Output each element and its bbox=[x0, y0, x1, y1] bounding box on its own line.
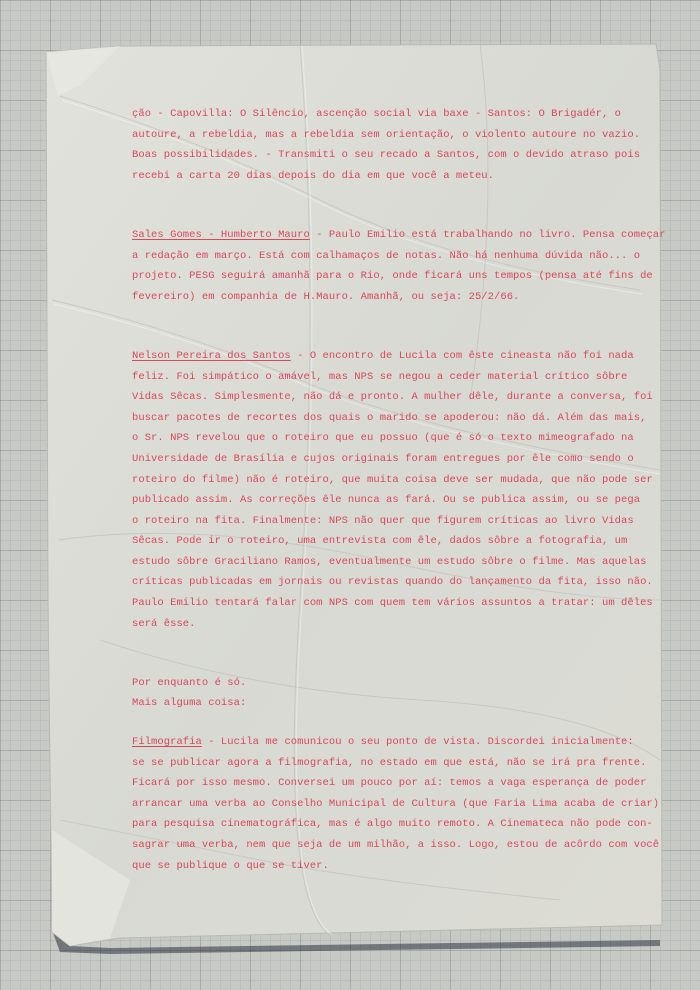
text-line: se se publicar agora a filmografia, no estado em que está, não se irá pra frente. bbox=[132, 756, 647, 769]
text-line: ção - Capovilla: O Silêncio, ascenção social via baxe - Santos: O Brigadér, o bbox=[132, 108, 622, 120]
section-heading: Nelson Pereira dos Santos bbox=[132, 349, 291, 362]
text-line: autoure, a rebeldia, mas a rebeldia sem orientação, o violento autoure no vazio. bbox=[132, 128, 641, 141]
text-line bbox=[132, 346, 662, 367]
text-line: para pesquisa cinematográfica, mas é algo muito remoto. A Cinemateca não pode con- bbox=[132, 818, 653, 831]
text-line: o roteiro na fita. Finalmente: NPS não quer que figurem críticas ao livro Vidas bbox=[132, 514, 634, 527]
text-line bbox=[132, 732, 662, 753]
text-line: Boas possibilidades. - Transmiti o seu recado a Santos, com o devido atraso pois bbox=[132, 149, 641, 162]
text-line: arrancar uma verba ao Conselho Municipal de Cultura (que Faria Lima acaba de criar) bbox=[132, 797, 660, 810]
paragraph-nelson-pereira bbox=[132, 346, 662, 634]
text-line: Por enquanto é só. bbox=[132, 676, 247, 689]
text-line: projeto. PESG seguirá amanhã para o Rio, onde ficará uns tempos (pensa até fins de bbox=[132, 270, 653, 283]
section-heading: Sales Gomes - Humberto Mauro bbox=[132, 228, 310, 241]
text-line bbox=[132, 225, 666, 246]
text-line: fevereiro) em companhia de H.Mauro. Amanhã, ou seja: 25/2/66. bbox=[132, 290, 520, 303]
text-line: Ficará por isso mesmo. Conversei um pouco por aí: temos a vaga esperança de poder bbox=[132, 777, 647, 790]
paragraph-capovilla-santos bbox=[132, 104, 662, 186]
typewritten-letter bbox=[132, 104, 666, 876]
paragraph-filmografia bbox=[132, 732, 662, 876]
text-line: Vidas Sêcas. Simplesmente, não dá e pronto. A mulher dêle, durante a conversa, foi bbox=[132, 391, 653, 404]
text-line: Mais alguma coisa: bbox=[132, 697, 247, 710]
text-line: sagrar uma verba, nem que seja de um milhão, a isso. Logo, estou de acôrdo com você bbox=[132, 839, 660, 851]
closing-remarks bbox=[132, 673, 662, 714]
text-line: Universidade de Brasília e cujos originais foram entregues por êle como sendo o bbox=[132, 452, 634, 465]
text-line: feliz. Foi simpático o amável, mas NPS se negou a ceder material crítico sôbre bbox=[132, 370, 628, 383]
section-heading: Filmografia bbox=[132, 736, 202, 749]
text-line: críticas publicadas em jornais ou revistas quando do lançamento da fita, isso não. bbox=[132, 576, 653, 589]
text-span: - Paulo Emilio está trabalhando no livro. Pensa começar bbox=[309, 228, 666, 241]
text-span: - O encontro de Lucila com êste cineasta não foi nada bbox=[290, 349, 634, 362]
text-line: publicado assim. As correções êle nunca as fará. Ou se publica assim, ou se pega bbox=[132, 494, 641, 507]
text-line: será êsse. bbox=[132, 617, 196, 630]
text-line: Paulo Emilio tentará falar com NPS com quem tem vários assuntos a tratar: um dêles bbox=[132, 597, 653, 610]
text-line: a redação em março. Está com calhamaços de notas. Não há nenhuma dúvida não... o bbox=[132, 249, 641, 262]
text-span: - Lucila me comunicou o seu ponto de vista. Discordei inicialmente: bbox=[201, 736, 634, 749]
text-line: que se publique o que se tiver. bbox=[132, 859, 329, 872]
text-line: Sêcas. Pode ir o roteiro, uma entrevista com êle, dados sôbre a fotografia, um bbox=[132, 535, 628, 548]
text-line: estudo sôbre Graciliano Ramos, eventualmente um estudo sôbre o filme. Mas aquelas bbox=[132, 555, 647, 568]
text-line: roteiro do filme) não é roteiro, que muita coisa deve ser mudada, que não pode ser bbox=[132, 473, 653, 486]
text-line: recebi a carta 20 dias depois do dia em que você a meteu. bbox=[132, 169, 495, 182]
paragraph-sales-gomes bbox=[132, 225, 666, 307]
text-line: o Sr. NPS revelou que o roteiro que eu possuo (que é só o texto mimeografado na bbox=[132, 432, 634, 445]
text-line: buscar pacotes de recortes dos quais o marido se apoderou: não dá. Além das mais, bbox=[132, 411, 647, 424]
